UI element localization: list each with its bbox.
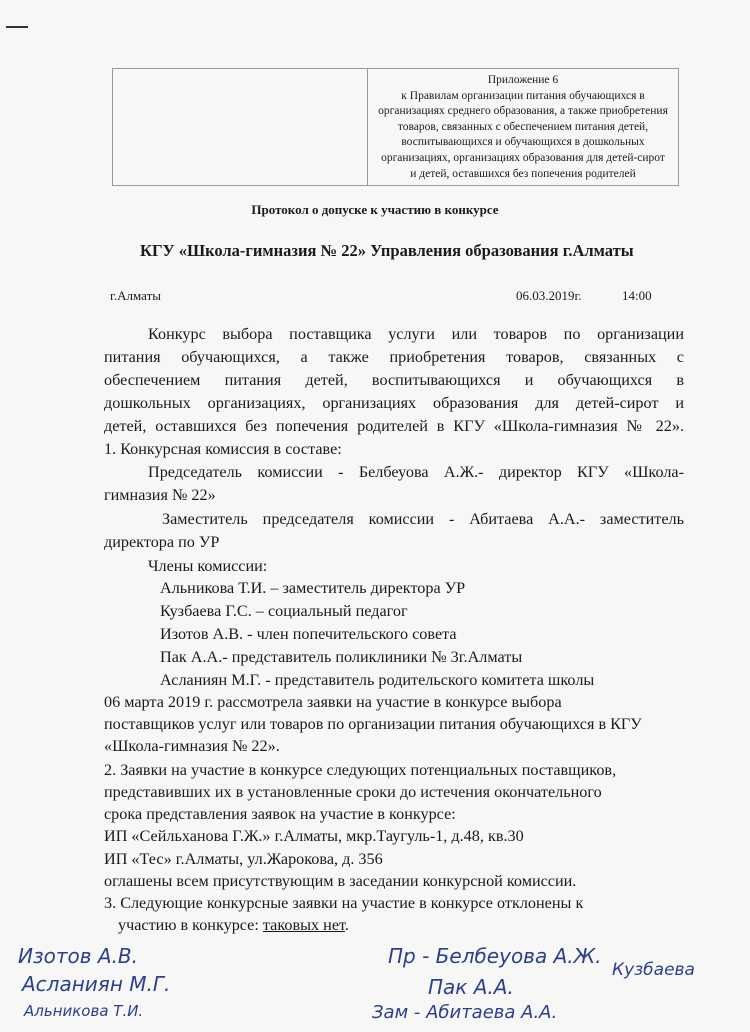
deputy-line: директора по УР	[104, 533, 220, 551]
appendix-box	[112, 68, 679, 186]
date: 06.03.2019г.	[516, 288, 582, 303]
appendix-line: Приложение 6	[487, 74, 559, 86]
section3-prefix: участию в конкурсе:	[118, 916, 263, 934]
corner-mark	[6, 26, 28, 28]
supplier-item: ИП «Сейльханова Г.Ж.» г.Алматы, мкр.Таугуль-1, д.48, кв.30	[104, 827, 524, 845]
review-line: поставщиков услуг или товаров по организации питания обучающихся в КГУ	[104, 715, 642, 733]
signature-abitaeva: Зам - Абитаева А.А.	[372, 1002, 558, 1023]
section3-line	[118, 915, 698, 935]
section2-line: 2. Заявки на участие в конкурсе следующих потенциальных поставщиков,	[104, 761, 617, 779]
signature-pak: Пак А.А.	[428, 975, 514, 999]
signature-aslaniyan: Асланиян М.Г.	[22, 972, 171, 996]
supplier-item: ИП «Тес» г.Алматы, ул.Жарокова, д. 356	[104, 850, 383, 868]
signature-belbeuova: Пр - Белбеуова А.Ж.	[388, 944, 602, 968]
announced-line: оглашены всем присутствующим в заседании конкурсной комиссии.	[104, 872, 577, 890]
members-heading: Члены комиссии:	[148, 557, 268, 575]
deputy-line: Заместитель председателя комиссии - Абитаева А.А.- заместитель	[162, 510, 684, 528]
organization-title: КГУ «Школа-гимназия № 22» Управления образования г.Алматы	[140, 241, 634, 260]
section3-answer: таковых нет	[262, 916, 345, 934]
appendix-left-cell	[113, 69, 368, 185]
signature-kuzbaeva: Кузбаева	[612, 960, 695, 980]
section3-suffix: .	[344, 916, 349, 934]
appendix-line: организациях среднего образования, а также приобретения	[378, 105, 668, 118]
city: г.Алматы	[110, 288, 161, 303]
review-line: «Школа-гимназия № 22».	[104, 737, 280, 755]
member-item: Альникова Т.И. – заместитель директора УР	[160, 579, 466, 597]
intro-line: Конкурс выбора поставщика услуги или товаров по организации	[148, 325, 684, 343]
document-title: Протокол о допуске к участию в конкурсе	[251, 202, 499, 217]
section3-line: 3. Следующие конкурсные заявки на участие в конкурсе отклонены к	[104, 894, 584, 912]
chairman-line: гимназия № 22»	[104, 486, 216, 504]
section2-line: срока представления заявок на участие в конкурсе:	[104, 805, 456, 823]
chairman-line: Председатель комиссии - Белбеуова А.Ж.- директор КГУ «Школа-	[148, 463, 684, 481]
intro-line: обеспечением питания детей, воспитывающихся и обучающихся в	[104, 371, 684, 389]
appendix-text	[368, 69, 678, 185]
signature-alnikova: Альникова Т.И.	[24, 1002, 144, 1020]
time: 14:00	[622, 288, 652, 303]
appendix-line: и детей, оставшихся без попечения родителей	[410, 167, 636, 180]
member-item: Асланиян М.Г. - представитель родительского комитета школы	[160, 671, 595, 689]
intro-line: детей, оставшихся без попечения родителей в КГУ «Школа-гимназия № 22».	[104, 417, 684, 435]
section2-line: представивших их в установленные сроки до истечения окончательного	[104, 783, 602, 801]
intro-line: дошкольных организациях, организациях образования для детей-сирот и	[104, 394, 684, 412]
member-item: Кузбаева Г.С. – социальный педагог	[160, 602, 408, 620]
signature-izotov: Изотов А.В.	[18, 944, 138, 968]
appendix-line: воспитывающихся и обучающихся в дошкольных	[401, 136, 645, 149]
member-item: Изотов А.В. - член попечительского совета	[160, 625, 457, 643]
appendix-line: товаров, связанных с обеспечением питания детей,	[397, 120, 649, 133]
member-item: Пак А.А.- представитель поликлиники № 3г.Алматы	[160, 648, 523, 666]
appendix-line: организациях, организациях образования для детей-сирот	[381, 151, 665, 164]
intro-line: питания обучающихся, а также приобретения товаров, связанных с	[104, 348, 684, 366]
appendix-line: к Правилам организации питания обучающихся в	[401, 89, 645, 102]
review-line: 06 марта 2019 г. рассмотрела заявки на участие в конкурсе выбора	[104, 693, 562, 711]
section1-heading: 1. Конкурсная комиссия в составе:	[104, 440, 342, 458]
